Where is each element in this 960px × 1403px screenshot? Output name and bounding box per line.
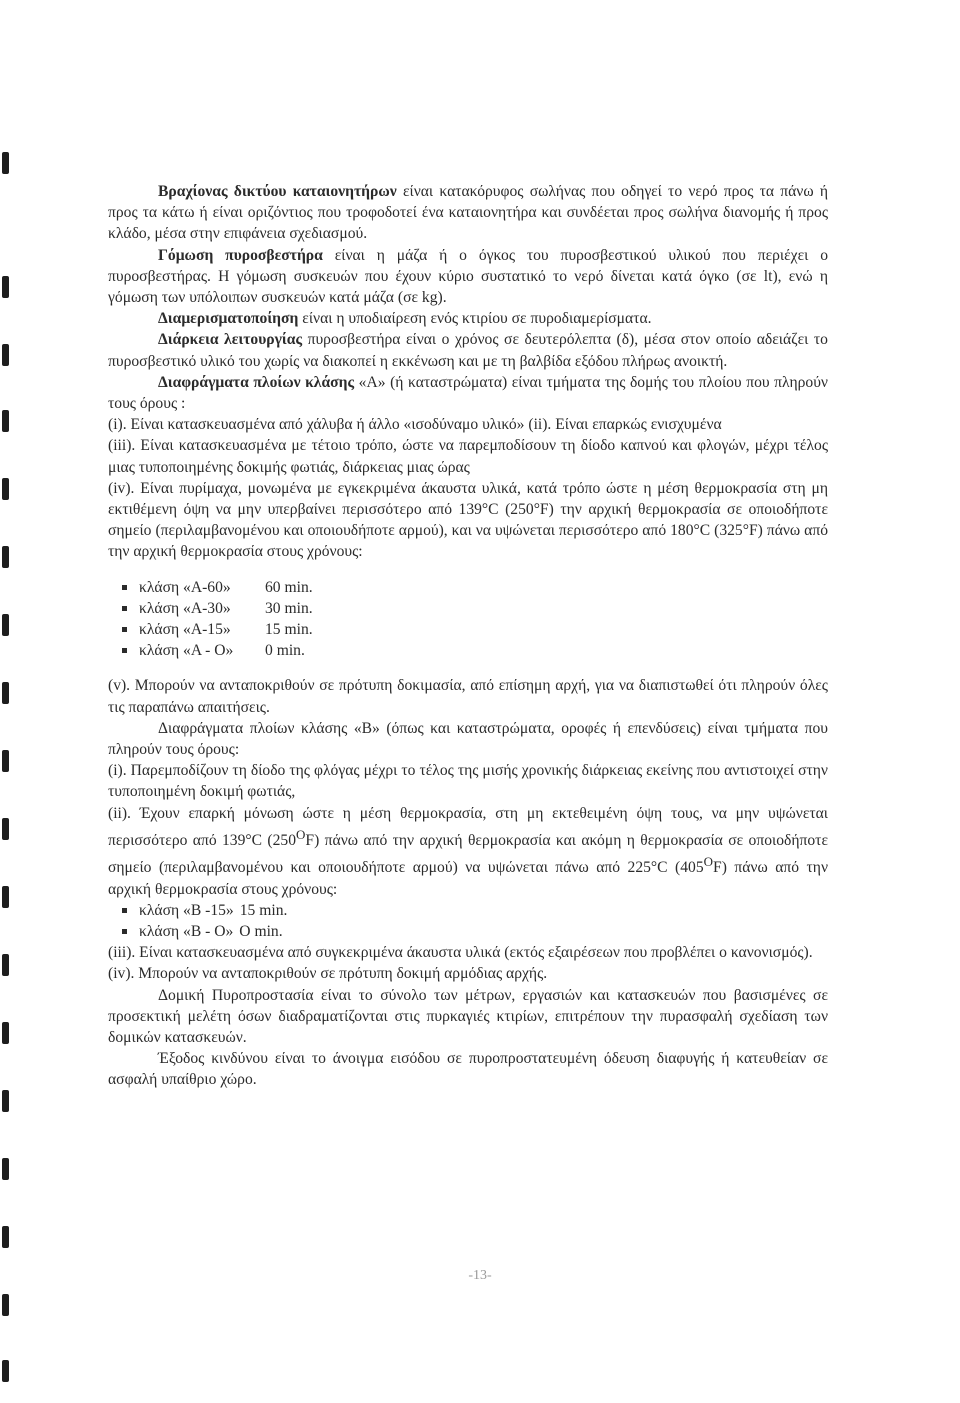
list-item [122, 598, 828, 619]
class-duration: 0 min. [265, 642, 305, 660]
class-a-condition: (iii). Είναι κατασκευασμένα με τέτοιο τρόπο, ώστε να παρεμποδίσουν τη δίοδο καπνού και φλογών, μέχρι τέλος μιας τυποποιημένης δοκιμής φωτιάς, διάρκειας μιας ώρας [108, 437, 828, 476]
definition-operating-duration [108, 329, 828, 371]
term: Διαφράγματα πλοίων κλάσης [158, 373, 355, 391]
class-duration: Ο min. [239, 923, 283, 940]
binding-holes [0, 0, 14, 1403]
definition-text: πυροσβεστήρα είναι ο χρόνος σε δευτερόλεπτα (δ), μέσα στον οποίο αδειάζει το πυροσβεστικό υλικό του χωρίς να διακοπεί η εκκένωση και με τη βαλβίδα εξόδου πλήρως ανοικτή. [108, 331, 828, 370]
term: Διαμερισματοποίηση [158, 310, 299, 328]
degree-mark: O [296, 826, 306, 842]
list-item [122, 900, 828, 921]
class-label: κλάση «Α-30» [139, 599, 231, 617]
bullet-icon [122, 908, 127, 913]
bullet-icon [122, 585, 127, 590]
bullet-icon [122, 929, 127, 934]
definition-text: είναι κατακόρυφος σωλήνας που οδηγεί το νερό προς τα πάνω ή προς τα κάτω ή είναι οριζόντιος που τροφοδοτεί ένα καταιονητήρα και συνδέεται προς σωλήνα διανομής ή προς κλάδο, μέσα στην επιφάνεια σχεδιασμού. [108, 183, 828, 243]
list-item [122, 921, 828, 942]
bullet-icon [122, 627, 127, 632]
class-duration: 15 min. [239, 901, 288, 919]
definition-structural-fire-protection: Δομική Πυροπροστασία είναι το σύνολο των μέτρων, εργασιών και κατασκευών που βασισμένες σε προσεκτική μελέτη όσων διαδραματίζονται στις πυρκαγιές κτιρίων, επιτρέπουν την πυρασφαλή σχεδίαση των δομικών κατασκευών. [108, 986, 828, 1046]
text-part: F) πάνω από την αρχική θερμοκρασία στους χρόνους: [108, 859, 828, 898]
bullet-icon [122, 648, 127, 653]
list-item [122, 619, 828, 640]
class-b-times-list [122, 900, 828, 942]
bullet-icon [122, 606, 127, 611]
class-label: κλάση «Α-15» [139, 621, 231, 639]
text-part: F) πάνω από την αρχική θερμοκρασία και ακόμη η θερμοκρασία σε οποιοδήποτε σημείο (περιλαμβανομένου και οποιουδήποτε αρμού) να υψώνεται πάνω από 225°C (405 [108, 832, 828, 877]
list-item [122, 640, 828, 661]
degree-mark: O [703, 854, 714, 870]
class-b-condition-iii: (iii). Είναι κατασκευασμένα από συγκεκριμένα άκαυστα υλικά (εκτός εξαιρέσεων που προβλέπει ο κανονισμός). [108, 944, 813, 962]
page-number: -13- [468, 1268, 492, 1283]
class-duration: 30 min. [265, 599, 313, 617]
term: Γόμωση πυροσβεστήρα [158, 246, 323, 264]
class-a-condition-v: (v). Μπορούν να ανταποκριθούν σε πρότυπη δοκιμασία, από επίσημη αρχή, για να διαπιστωθεί ότι πληρούν όλες τις παραπάνω απαιτήσεις. [108, 677, 828, 716]
class-a-condition: (iv). Είναι πυρίμαχα, μονωμένα με εγκεκριμένα άκαυστα υλικά, κατά τρόπο ώστε η μέση θερμοκρασία στη μη εκτιθέμενη όψη να μην υπερβαίνει περισσότερο από 139°C (250°F) την αρχική θερμοκρασία σε οποιοδήποτε σημείο (περιλαμβανομένου και οποιουδήποτε αρμού), και να υψώνεται περισσότερο από 180°C (325°F) πάνω από την αρχική θερμοκρασία στους χρόνους: [108, 479, 828, 561]
term: Βραχίονας δικτύου καταιονητήρων [158, 183, 397, 200]
class-label: κλάση «Β -15» [139, 901, 234, 919]
class-duration: 15 min. [265, 621, 313, 639]
class-b-intro: Διαφράγματα πλοίων κλάσης «Β» (όπως και καταστρώματα, οροφές ή επενδύσεις) είναι τμήματα που πληρούν τους όρους: [108, 719, 828, 759]
definition-text: «Α» (ή καταστρώματα) είναι τμήματα της δομής του πλοίου που πληρούν τους όρους : [108, 373, 828, 413]
definition-class-a-divisions [108, 372, 828, 414]
definition-text: είναι η μάζα ή ο όγκος του πυροσβεστικού υλικού που περιέχει ο πυροσβεστήρας. Η γόμωση συσκευών που έχουν κύριο συστατικό το νερό δίνεται κατά όγκο (σε lt), ενώ η γόμωση των υπόλοιπων συσκευών κατά μάζα (σε kg). [108, 246, 828, 307]
class-label: κλάση «Α - Ο» [139, 642, 234, 660]
class-label: κλάση «Β - Ο» [139, 923, 234, 940]
document-page [108, 181, 828, 1091]
definition-extinguisher-charge [108, 245, 828, 309]
definition-sprinkler-arm [108, 181, 828, 245]
definition-text: είναι η υποδιαίρεση ενός κτιρίου σε πυροδιαμερίσματα. [298, 310, 652, 328]
term: Διάρκεια λειτουργίας [158, 331, 303, 349]
class-b-condition-i: (i). Παρεμποδίζουν τη δίοδο της φλόγας μέχρι το τέλος της μισής χρονικής διάρκειας εκείνης που αντιστοιχεί στην τυποποιημένη δοκιμή φωτιάς, [108, 762, 828, 801]
class-a-times-list [122, 577, 828, 662]
class-b-condition-iv: (iv). Μπορούν να ανταποκριθούν σε πρότυπη δοκιμή αρμόδιας αρχής. [108, 965, 548, 983]
class-a-condition: (i). Είναι κατασκευασμένα από χάλυβα ή άλλο «ισοδύναμο υλικό» (ii). Είναι επαρκώς ενισχυμένα [108, 416, 722, 434]
list-item [122, 577, 828, 598]
definition-emergency-exit: Έξοδος κινδύνου είναι το άνοιγμα εισόδου σε πυροπροστατευμένη όδευση διαφυγής ή κατευθείαν σε ασφαλή υπαίθριο χώρο. [108, 1050, 828, 1089]
class-label: κλάση «Α-60» [139, 578, 231, 596]
class-b-condition-ii [108, 803, 828, 900]
class-duration: 60 min. [265, 578, 313, 596]
text-part: (ii). Έχουν επαρκή μόνωση ώστε η μέση θερμοκρασία, στη μη εκτεθειμένη όψη τους, να μην υψώνεται περισσότερο από 139°C (250 [108, 804, 828, 850]
definition-compartmentation [108, 308, 828, 329]
